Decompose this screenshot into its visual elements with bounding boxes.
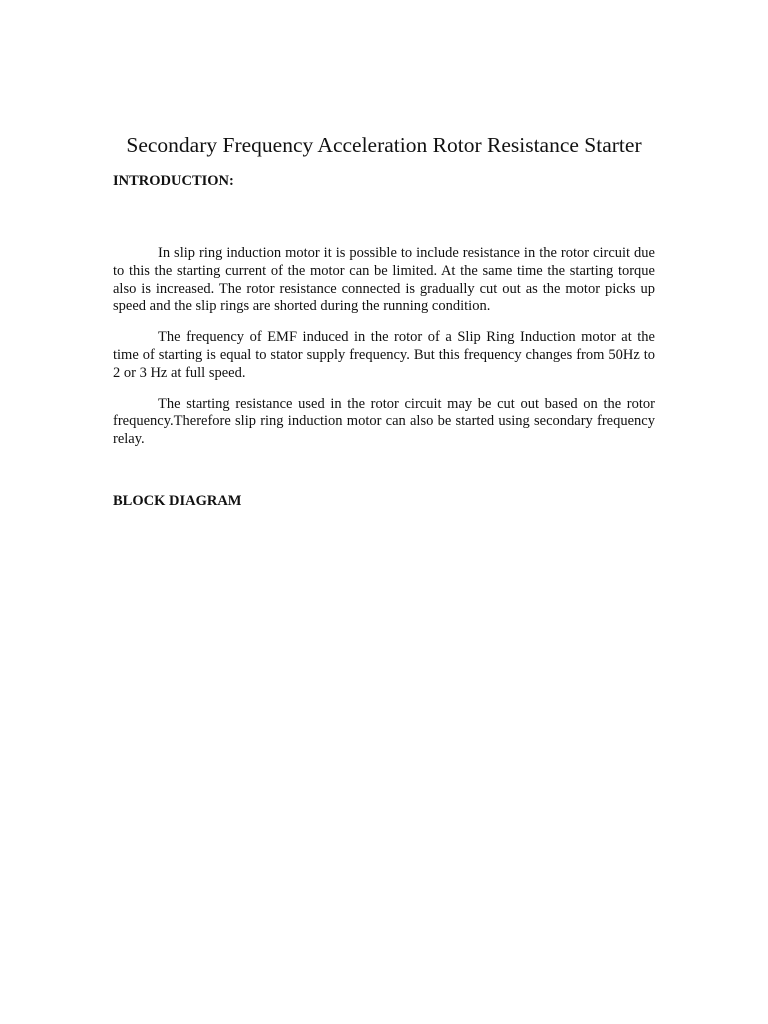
block-diagram-heading: BLOCK DIAGRAM — [113, 492, 242, 509]
introduction-heading: INTRODUCTION: — [113, 173, 234, 189]
intro-paragraph-1: In slip ring induction motor it is possible to include resistance in the rotor circuit due to this the starting current of the motor can be limited. At the same time the starting torque also is increased. The rotor resistance connected is gradually cut out as the motor picks up speed and the slip rings are shorted during the running condition. — [113, 245, 655, 315]
document-page — [113, 132, 655, 510]
document-title: Secondary Frequency Acceleration Rotor Resistance Starter — [126, 133, 642, 157]
intro-paragraph-3: The starting resistance used in the rotor circuit may be cut out based on the rotor frequency.Therefore slip ring induction motor can also be started using secondary frequency relay. — [113, 395, 655, 448]
intro-paragraph-2: The frequency of EMF induced in the rotor of a Slip Ring Induction motor at the time of starting is equal to stator supply frequency. But this frequency changes from 50Hz to 2 or 3 Hz at full speed. — [113, 329, 655, 381]
